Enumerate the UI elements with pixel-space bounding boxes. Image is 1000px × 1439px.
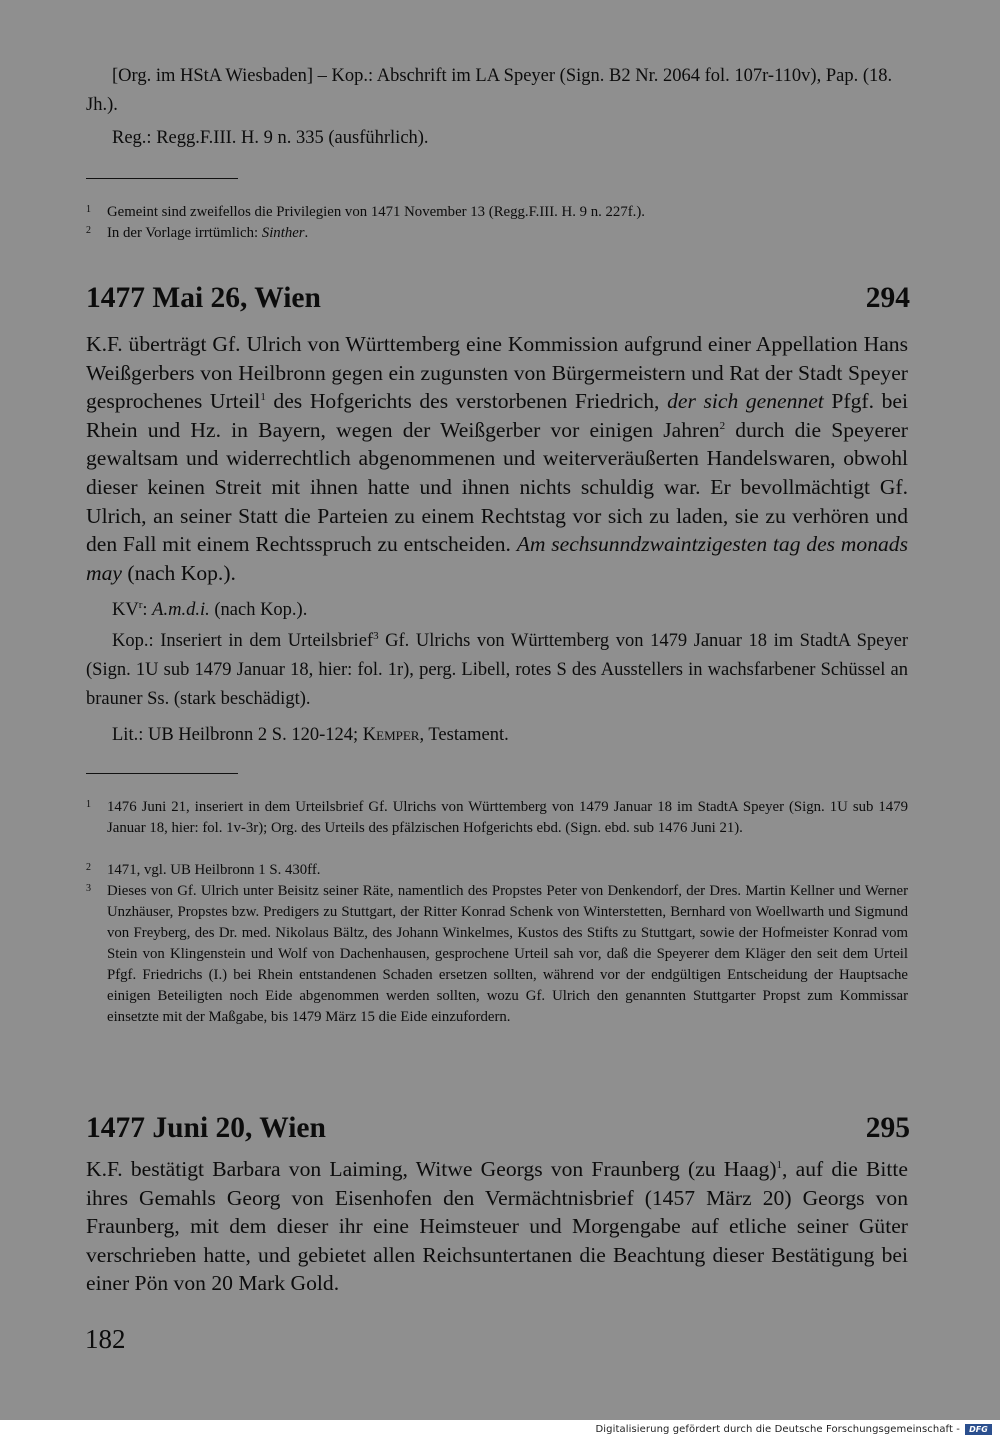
- footnote-separator: [86, 178, 238, 179]
- footnote-294-3: [86, 881, 908, 1028]
- footnote-prev-2: [86, 223, 908, 244]
- footnote-number: 3: [86, 883, 91, 894]
- footnote-ref: 1: [260, 391, 266, 403]
- funding-credit: Digitalisierung gefördert durch die Deutsche Forschungsgemeinschaft -: [595, 1424, 960, 1435]
- entry-date-place: 1477 Juni 20, Wien: [86, 1112, 326, 1144]
- footnote-separator: [86, 773, 238, 774]
- entry-heading-294: [86, 280, 910, 316]
- footnote-ref: 1: [776, 1158, 783, 1171]
- footnote-number: 2: [86, 862, 91, 873]
- page-number: 182: [85, 1324, 126, 1354]
- entry-date-place: 1477 Mai 26, Wien: [86, 282, 321, 314]
- kv-note: $KV^r$: A.m.d.i. (nach Kop.).: [112, 598, 308, 620]
- footnote-294-1: [86, 797, 908, 839]
- entry-summary-294: K.F. überträgt Gf. Ulrich von Württemberg eine Kommission aufgrund einer Appellation Hans Weißgerbers von Heilbronn gegen ein zugunsten von Bürgermeistern und Rat der Stadt Speyer gesprochenes Urteil$^1$ des Hofgerichts des verstorbenen Friedrich, der sich genennet Pfgf. bei Rhein und Hz. in Bayern, wegen der Weißgerber vor einigen Jahren$^2$ durch die Speyerer gewaltsam und widerrechtlich abgenommenen und weiterveräußerten Handelswaren, obwohl dieser keinen Streit mit ihnen hatte und ihnen nichts schuldig war. Er bevollmächtigt Gf. Ulrich, an seiner Statt die Parteien zu einem Rechtstag vor sich zu laden, sie zu verhören und den Fall mit einem Rechtsspruch zu entscheiden. Am sechsunndzwaintzigesten tag des monads may (nach Kop.).: [86, 332, 909, 585]
- dfg-logo: DFG: [965, 1424, 992, 1435]
- footnote-ref: 2: [719, 419, 726, 432]
- footnote-294-2: [86, 860, 908, 881]
- footnote-number: 1: [86, 204, 91, 215]
- source-note: [Org. im HStA Wiesbaden] – Kop.: Abschrift im LA Speyer (Sign. B2 Nr. 2064 fol. 107r-110v), Pap. (18. Jh.).: [86, 66, 893, 115]
- entry-number: 294: [865, 282, 910, 314]
- footnote-number: 2: [86, 225, 91, 236]
- digitization-footer: [0, 1420, 1000, 1439]
- footnote-text: Dieses von Gf. Ulrich unter Beisitz seiner Räte, namentlich des Propstes Peter von Denkendorf, der Dres. Martin Kellner und Werner Unzhäuser, Propstes bzw. Predigers zu Stuttgart, der Ritter Konrad Schenk von Winterstetten, Bernhard von Woellwarth und Sigmund von Freyberg, des Dr. med. Nikolaus Bältz, des Johann Winkelmes, Kustos des Stifts zu Stuttgart, sowie der Hofmeister Konrad vom Stein von Klingenstein und Wolf von Dachenhausen, gesprochene Urteil sah vor, daß die Speyerer dem Kläger den seit dem Urteil Pfgf. Friedrichs (I.) bei Rhein entstandenen Schaden ersetzen sollten, während vor der endgültigen Entscheidung der Hauptsache einigen Beteiligten noch Eide abgenommen werden sollten, wozu Gf. Ulrich den genannten Stuttgarter Propst zum Kommissar einsetzte mit der Maßgabe, bis 1479 März 15 die Eide einzufordern.: [107, 883, 908, 1025]
- entry-heading-295: [86, 1110, 910, 1146]
- footnote-text: Gemeint sind zweifellos die Privilegien von 1471 November 13 (Regg.F.III. H. 9 n. 227f.).: [107, 204, 645, 220]
- footnote-text: 1476 Juni 21, inseriert in dem Urteilsbrief Gf. Ulrichs von Württemberg von 1479 Januar 18 im StadtA Speyer (Sign. 1U sub 1479 Januar 18, hier: fol. 1v-3r); Org. des Urteils des pfälzischen Hofgerichts ebd. (Sign. ebd. sub 1476 Juni 21).: [107, 799, 908, 836]
- literature-note: Lit.: UB Heilbronn 2 S. 120-124; Kemper, Testament.: [112, 725, 509, 745]
- entry-summary-295: K.F. bestätigt Barbara von Laiming, Witwe Georgs von Fraunberg (zu Haag)$^1$, auf die Bitte ihres Gemahls Georg von Eisenhofen den Vermächtnisbrief (1457 März 20) Georgs von Fraunberg, mit dem dieser ihr eine Heimsteuer und Morgengabe auf etliche seiner Güter verschrieben hatte, und gebietet allen Reichsuntertanen die Beachtung dieser Bestätigung bei einer Pön von 20 Mark Gold.: [86, 1157, 908, 1296]
- regest-note: Reg.: Regg.F.III. H. 9 n. 335 (ausführlich).: [112, 128, 429, 148]
- copy-note: Kop.: Inseriert in dem Urteilsbrief$^3$ Gf. Ulrichs von Württemberg von 1479 Januar 18 im StadtA Speyer (Sign. 1U sub 1479 Januar 18, hier: fol. 1r), perg. Libell, rotes S des Ausstellers in wachsfarbener Schüssel an brauner Ss. (stark beschädigt).: [86, 629, 908, 709]
- footnote-ref: 3: [373, 629, 379, 642]
- footnote-text: In der Vorlage irrtümlich: Sinther.: [107, 225, 309, 241]
- footnote-text: 1471, vgl. UB Heilbronn 1 S. 430ff.: [107, 862, 321, 878]
- entry-number: 295: [865, 1112, 910, 1144]
- footnote-prev-1: [86, 202, 908, 223]
- footnote-number: 1: [86, 799, 91, 810]
